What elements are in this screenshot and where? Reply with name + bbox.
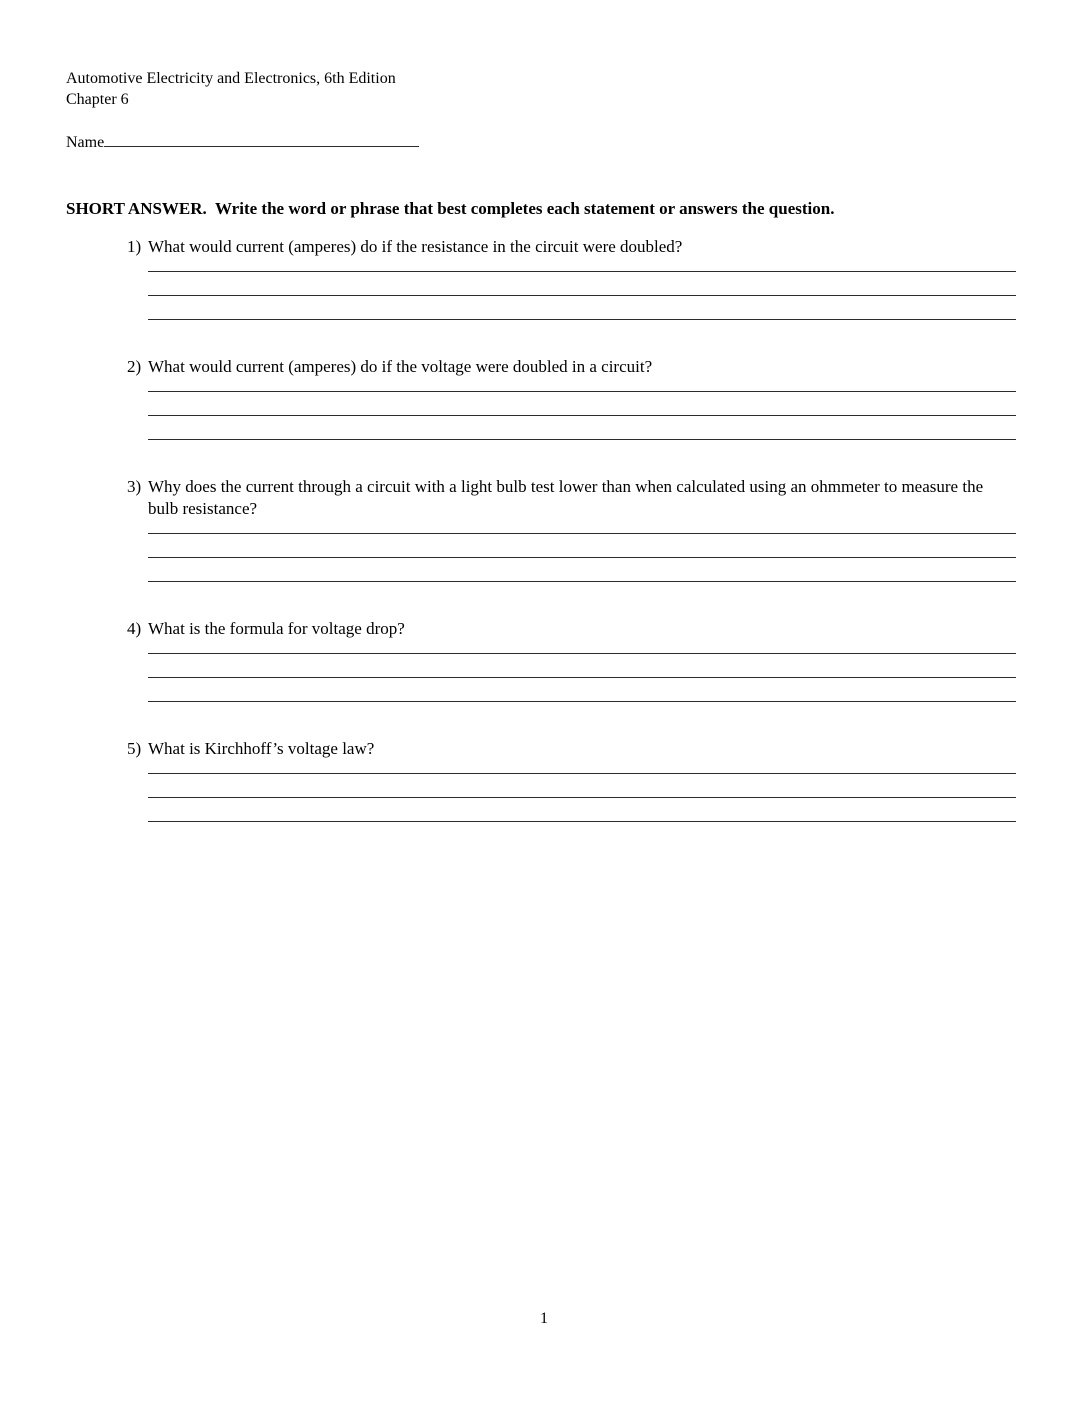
question-2: [127, 356, 1016, 440]
name-label: Name: [66, 134, 105, 151]
question-4: [127, 618, 1016, 702]
page-number: 1: [540, 1310, 548, 1327]
question-3-number: 3): [127, 477, 142, 496]
question-4-answer-area: [148, 640, 1016, 702]
name-row: [66, 130, 1016, 154]
answer-line[interactable]: [148, 416, 1016, 440]
question-4-text: [127, 618, 1016, 640]
question-3-body: Why does the current through a circuit with a light bulb test lower than when calculated using an ohmmeter to measure the bulb resistance?: [148, 477, 984, 518]
answer-line[interactable]: [148, 392, 1016, 416]
name-blank-field[interactable]: [104, 130, 419, 147]
question-1: [127, 236, 1016, 320]
chapter-label: Chapter 6: [66, 91, 129, 108]
answer-line[interactable]: [148, 378, 1016, 392]
answer-line[interactable]: [148, 534, 1016, 558]
answer-line[interactable]: [148, 520, 1016, 534]
question-2-body: What would current (amperes) do if the voltage were doubled in a circuit?: [148, 357, 653, 376]
section-heading: SHORT ANSWER. Write the word or phrase that best completes each statement or answers the question.: [66, 199, 835, 218]
answer-line[interactable]: [148, 774, 1016, 798]
answer-line[interactable]: [148, 558, 1016, 582]
answer-line[interactable]: [148, 798, 1016, 822]
answer-line[interactable]: [148, 654, 1016, 678]
question-2-answer-area: [148, 378, 1016, 440]
document-header: [66, 68, 1016, 110]
question-3-text: [127, 476, 1016, 520]
answer-line[interactable]: [148, 760, 1016, 774]
question-3-answer-area: [148, 520, 1016, 582]
question-5-answer-area: [148, 760, 1016, 822]
book-title: Automotive Electricity and Electronics, 6th Edition: [66, 70, 396, 87]
answer-line[interactable]: [148, 258, 1016, 272]
question-3: [127, 476, 1016, 582]
question-1-text: [127, 236, 1016, 258]
answer-line[interactable]: [148, 678, 1016, 702]
question-5: [127, 738, 1016, 822]
question-5-text: [127, 738, 1016, 760]
question-4-number: 4): [127, 619, 142, 638]
question-5-number: 5): [127, 739, 142, 758]
question-2-text: [127, 356, 1016, 378]
question-5-body: What is Kirchhoff’s voltage law?: [148, 739, 375, 758]
question-1-number: 1): [127, 237, 142, 256]
question-1-answer-area: [148, 258, 1016, 320]
answer-line[interactable]: [148, 272, 1016, 296]
question-1-body: What would current (amperes) do if the resistance in the circuit were doubled?: [148, 237, 683, 256]
question-4-body: What is the formula for voltage drop?: [148, 619, 405, 638]
question-2-number: 2): [127, 357, 142, 376]
answer-line[interactable]: [148, 640, 1016, 654]
answer-line[interactable]: [148, 296, 1016, 320]
